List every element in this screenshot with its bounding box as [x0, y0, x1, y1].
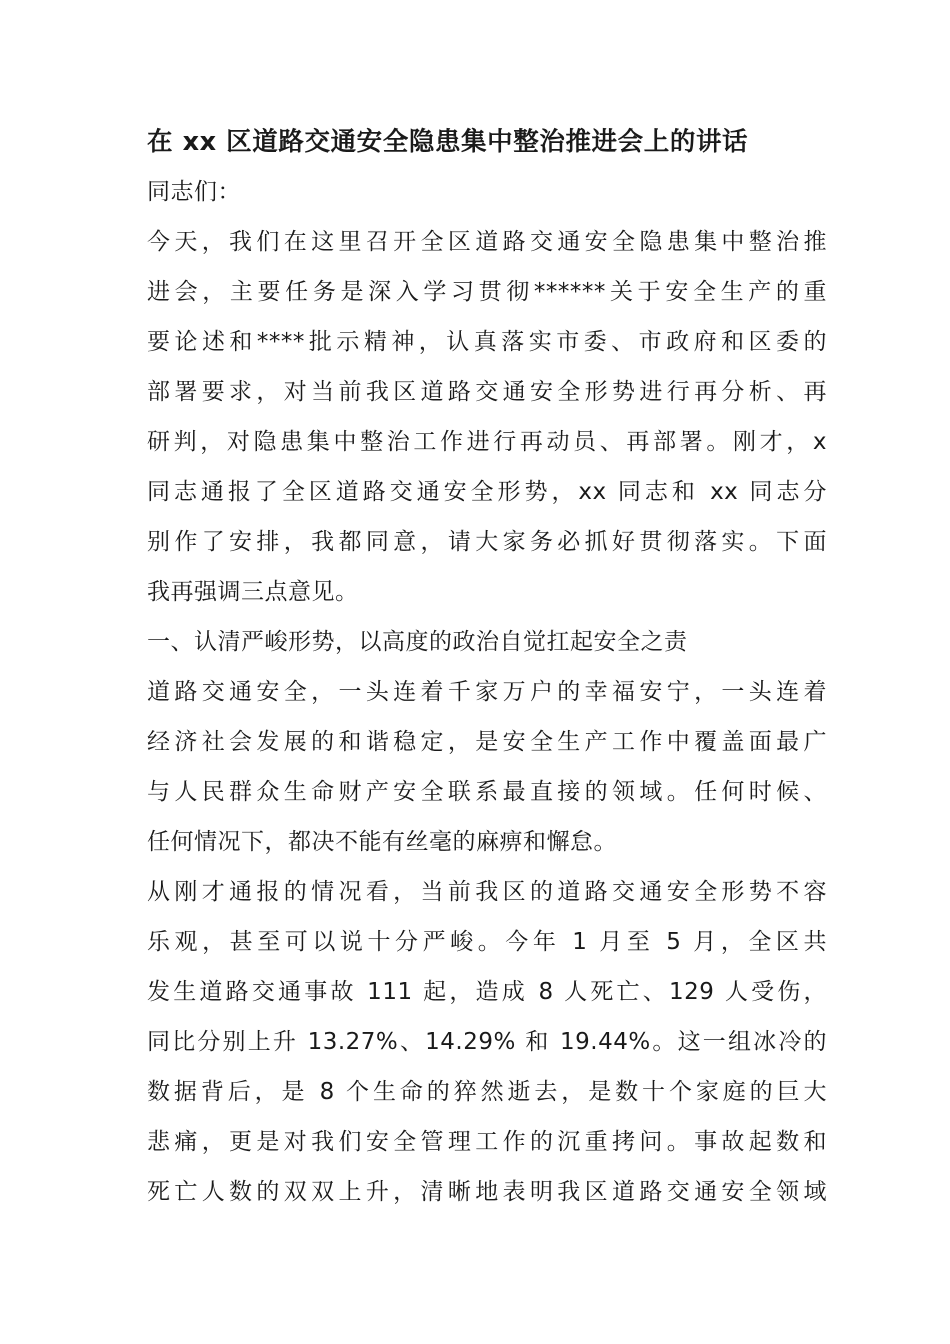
- paragraph-line: 任何情况下，都决不能有丝毫的麻痹和懈怠。: [147, 829, 617, 855]
- paragraph-line: 悲痛，更是对我们安全管理工作的沉重拷问。事故起数和: [147, 1129, 827, 1155]
- paragraph-line: 我再强调三点意见。: [147, 579, 359, 605]
- paragraph-line: 同比分别上升 13.27%、14.29% 和 19.44%。这一组冰冷的: [147, 1029, 827, 1055]
- paragraph-line: 研判，对隐患集中整治工作进行再动员、再部署。刚才，x: [147, 429, 827, 455]
- paragraph-line: 从刚才通报的情况看，当前我区的道路交通安全形势不容: [147, 879, 827, 905]
- section-heading: 一、认清严峻形势，以高度的政治自觉扛起安全之责: [147, 629, 688, 655]
- salutation: 同志们：: [147, 179, 241, 205]
- paragraph-line: 死亡人数的双双上升，清晰地表明我区道路交通安全领域: [147, 1179, 827, 1205]
- paragraph-line: 发生道路交通事故 111 起，造成 8 人死亡、129 人受伤，: [147, 979, 827, 1005]
- paragraph-line: 数据背后，是 8 个生命的猝然逝去，是数十个家庭的巨大: [147, 1079, 827, 1105]
- paragraph-line: 乐观，甚至可以说十分严峻。今年 1 月至 5 月，全区共: [147, 929, 827, 955]
- paragraph-line: 要论述和****批示精神，认真落实市委、市政府和区委的: [147, 329, 827, 355]
- paragraph-line: 今天，我们在这里召开全区道路交通安全隐患集中整治推: [147, 229, 827, 255]
- paragraph-line: 别作了安排，我都同意，请大家务必抓好贯彻落实。下面: [147, 529, 827, 555]
- paragraph-line: 与人民群众生命财产安全联系最直接的领域。任何时候、: [147, 779, 827, 805]
- paragraph-line: 同志通报了全区道路交通安全形势，xx 同志和 xx 同志分: [147, 479, 827, 505]
- paragraph-line: 进会，主要任务是深入学习贯彻******关于安全生产的重: [147, 279, 827, 305]
- paragraph-line: 部署要求，对当前我区道路交通安全形势进行再分析、再: [147, 379, 827, 405]
- paragraph-line: 道路交通安全，一头连着千家万户的幸福安宁，一头连着: [147, 679, 827, 705]
- paragraph-line: 经济社会发展的和谐稳定，是安全生产工作中覆盖面最广: [147, 729, 827, 755]
- document-title: 在 xx 区道路交通安全隐患集中整治推进会上的讲话: [147, 127, 749, 157]
